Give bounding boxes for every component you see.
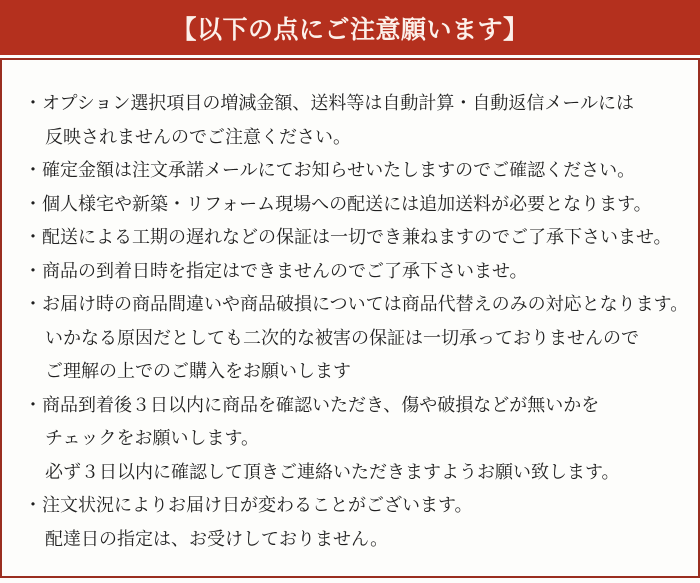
notice-line: 配達日の指定は、お受けしておりません。: [45, 528, 389, 550]
notice-line: ・注文状況によりお届け日が変わることがございます。: [24, 495, 473, 516]
notice-line: ・商品到着後３日以内に商品を確認いただき、傷や破損などが無いかを: [24, 394, 600, 416]
notice-line: ・確定金額は注文承諾メールにてお知らせいたしますのでご確認ください。: [24, 160, 636, 181]
notice-line: ・オプション選択項目の増減金額、送料等は自動計算・自動返信メールには: [24, 93, 635, 114]
notice-line: いかなる原因だとしても二次的な被害の保証は一切承っておりませんので: [45, 327, 639, 349]
notice-line: ・個人様宅や新築・リフォーム現場への配送には追加送料が必要となります。: [24, 193, 652, 215]
notice-header: [0, 0, 700, 55]
notice-line: ご理解の上でのご購入をお願いします: [45, 361, 351, 382]
notice-line: ・商品の到着日時を指定はできませんのでご了承下さいませ。: [24, 260, 528, 282]
notice-line: ・配送による工期の遅れなどの保証は一切でき兼ねますのでご了承下さいませ。: [24, 227, 672, 248]
notice-header-title: 【以下の点にご注意願います】: [171, 14, 529, 44]
notice-box: [0, 58, 700, 578]
notice-line: チェックをお願いします。: [45, 428, 260, 449]
notice-line: 必ず３日以内に確認して頂きご連絡いただきますようお願い致します。: [45, 461, 620, 483]
notice-line: ・お届け時の商品間違いや商品破損については商品代替えのみの対応となります。: [24, 294, 689, 315]
notice-line: 反映されませんのでご注意ください。: [45, 126, 351, 148]
